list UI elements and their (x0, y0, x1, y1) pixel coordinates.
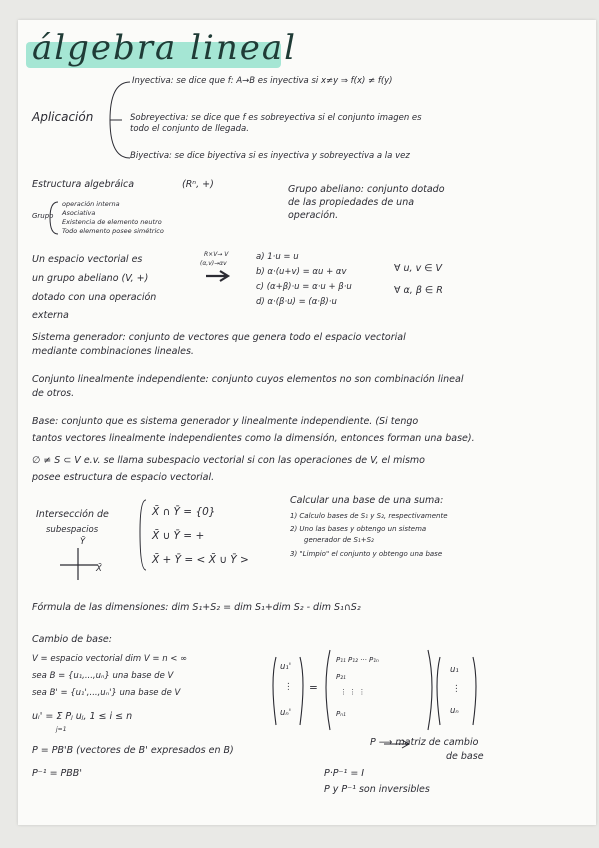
calcular-step-3: 3) "Limpio" el conjunto y obtengo una base (290, 550, 443, 558)
calcular-step-2b: generador de S₁+S₂ (304, 536, 374, 544)
inyectiva-text: Inyectiva: se dice que f: A→B es inyectiva si x≠y ⇒ f(x) ≠ f(y) (132, 76, 393, 86)
axes-sketch (60, 548, 98, 580)
axis-x-label: X̄ (96, 564, 102, 574)
matrix-row-4: Pₙ₁ (336, 710, 346, 718)
interseccion-bracket (140, 500, 146, 570)
interseccion-label-1: Intersección de (36, 509, 109, 520)
espacio-line-1: Un espacio vectorial es (32, 254, 143, 265)
axis-y-label: Ȳ (80, 537, 86, 547)
p-matrix-label-2: de base (446, 751, 484, 762)
cambio-line-6: P⁻¹ = PBB' (32, 768, 82, 779)
calcular-title: Calcular una base de una suma: (290, 495, 444, 506)
conjunto-line-1: Conjunto linealmente independiente: conjunto cuyos elementos no son combinación lineal (32, 374, 464, 385)
p-matrix-label: P ⟶ matriz de cambio (370, 737, 479, 748)
biyectiva-text: Biyectiva: se dice biyectiva si es inyectiva y sobreyectiva a la vez (130, 151, 410, 161)
abeliano-3: operación. (288, 210, 339, 221)
page-title: álgebra lineal (32, 28, 298, 68)
matrix-row-1: P₁₁ P₁₂ ··· P₁ₙ (336, 656, 379, 664)
estructura-label: Estructura algebráica (32, 179, 135, 190)
base-line-1: Base: conjunto que es sistema generador y linealmente independiente. (Si tengo (32, 416, 419, 427)
interseccion-eq-1: X̄ ∩ Ȳ = {0} (152, 506, 216, 518)
grupo-prop-2: Asociativa (62, 209, 96, 217)
interseccion-eq-2: X̄ ∪ Ȳ = + (152, 530, 205, 542)
espacio-line-4: externa (32, 310, 69, 321)
sistema-line-2: mediante combinaciones lineales. (32, 346, 194, 357)
cambio-line-3: sea B' = {u₁',...,uₙ'} una base de V (32, 688, 181, 698)
grupo-prop-3: Existencia de elemento neutro (62, 218, 162, 226)
equals-sign: = (309, 682, 318, 694)
vector-left-1: u₁' (280, 662, 292, 672)
vector-right-2: ⋮ (452, 684, 461, 694)
subespacio-line-1: ∅ ≠ S ⊂ V e.v. se llama subespacio vectorial si con las operaciones de V, el mismo (32, 455, 425, 466)
sobreyectiva-text-2: todo el conjunto de llegada. (130, 124, 249, 134)
subespacio-line-2: posee estructura de espacio vectorial. (32, 472, 215, 483)
quantifier-1: ∀ u, v ∈ V (394, 263, 443, 274)
vector-left-2: ⋮ (284, 682, 293, 692)
notebook-page (18, 20, 596, 825)
espacio-line-3: dotado con una operación (32, 292, 157, 303)
cambio-line-5: P = PB'B (vectores de B' expresados en B) (32, 745, 234, 756)
espacio-prop-d: d) α·(β·u) = (α·β)·u (256, 297, 337, 307)
cambio-line-1: V = espacio vectorial dim V = n < ∞ (32, 654, 188, 664)
inverse-line-1: P·P⁻¹ = I (324, 768, 365, 779)
espacio-prop-b: b) α·(u+v) = αu + αv (256, 267, 347, 277)
inverse-line-2: P y P⁻¹ son inversibles (324, 784, 430, 795)
map-top-1: R×V→ V (204, 251, 229, 258)
grupo-prop-1: operación interna (62, 200, 120, 208)
cambio-line-4: uᵢ' = Σ Pⱼ uⱼ, 1 ≤ i ≤ n (32, 711, 133, 722)
espacio-prop-c: c) (α+β)·u = α·u + β·u (256, 282, 352, 292)
sobreyectiva-text-1: Sobreyectiva: se dice que f es sobreyectiva si el conjunto imagen es (130, 113, 422, 123)
map-top-2: (α,v)→αv (200, 260, 227, 267)
base-line-2: tantos vectores linealmente independientes como la dimensión, entonces forman una base). (32, 433, 475, 444)
cambio-title: Cambio de base: (32, 634, 112, 645)
cambio-line-2: sea B = {u₁,...,uₙ} una base de V (32, 671, 174, 681)
aplicacion-label: Aplicación (32, 110, 94, 124)
grupo-prop-4: Todo elemento posee simétrico (62, 227, 164, 235)
abeliano-1: Grupo abeliano: conjunto dotado (288, 184, 445, 195)
abeliano-2: de las propiedades de una (288, 197, 415, 208)
interseccion-label-2: subespacios (46, 525, 99, 535)
calcular-step-1: 1) Calculo bases de S₁ y S₂, respectivamente (290, 512, 448, 520)
espacio-prop-a: a) 1·u = u (256, 252, 299, 262)
matrix-row-3: ⋮ ⋮ ⋮ (340, 688, 366, 696)
grupo-label: Grupo (32, 212, 54, 220)
cambio-line-4-sub: j=1 (56, 726, 67, 733)
sistema-line-1: Sistema generador: conjunto de vectores que genera todo el espacio vectorial (32, 332, 406, 343)
matrix-row-2: P₂₁ (336, 673, 346, 681)
map-arrow (206, 271, 228, 281)
estructura-pair: (Rⁿ, +) (182, 179, 214, 190)
calcular-step-2: 2) Uno las bases y obtengo un sistema (290, 525, 427, 533)
formula-dimensiones: Fórmula de las dimensiones: dim S₁+S₂ = dim S₁+dim S₂ - dim S₁∩S₂ (32, 602, 361, 613)
vector-right-3: uₙ (450, 706, 459, 716)
conjunto-line-2: de otros. (32, 388, 75, 399)
quantifier-2: ∀ α, β ∈ R (394, 285, 443, 296)
interseccion-eq-3: X̄ + Ȳ = < X̄ ∪ Ȳ > (152, 554, 249, 566)
vector-left-3: uₙ' (280, 708, 292, 718)
vector-right-1: u₁ (450, 665, 459, 675)
espacio-line-2: un grupo abeliano (V, +) (32, 273, 149, 284)
